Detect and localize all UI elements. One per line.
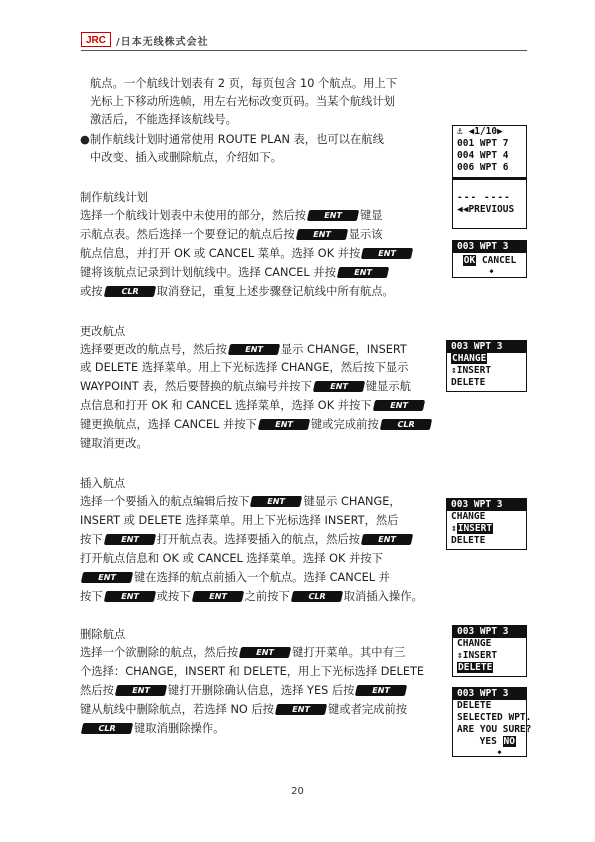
lcd-option: ⇕INSERT bbox=[451, 365, 492, 376]
lcd-previous: ◀◀PREVIOUS bbox=[457, 204, 515, 215]
lcd-title: 003 WPT 3 bbox=[453, 241, 526, 253]
lcd-blank-row: --- ---- bbox=[457, 192, 511, 203]
sec4-line-3: 然后按 ENT 键打开删除确认信息，选择 YES 后按 ENT bbox=[80, 682, 408, 700]
ent-key: ENT bbox=[361, 534, 413, 545]
ent-key: ENT bbox=[337, 267, 389, 278]
clr-key: CLR bbox=[291, 591, 343, 602]
lcd-ok-cancel bbox=[452, 240, 527, 278]
intro-line-1: 航点。一个航线计划表有 2 页，每页包含 10 个航点。用上下 bbox=[90, 77, 398, 90]
lcd-yes-no: YES NO bbox=[479, 736, 515, 747]
intro-line-3: 激活后，不能选择该航线号。 bbox=[90, 113, 237, 126]
lcd-option: CHANGE bbox=[452, 353, 487, 364]
ent-key: ENT bbox=[228, 344, 280, 355]
ent-key: ENT bbox=[355, 685, 407, 696]
lcd-title: 003 WPT 3 bbox=[447, 499, 526, 511]
page-number: 20 bbox=[291, 786, 304, 797]
updown-icon: ⇕ bbox=[457, 650, 463, 661]
sec1-line-2: 示航点表。然后选择一个要登记的航点后按 ENT 显示该 bbox=[80, 228, 383, 241]
lcd-menu-change bbox=[446, 340, 527, 392]
ent-key: ENT bbox=[115, 685, 167, 696]
sec3-line-1: 选择一个要插入的航点编辑后按下 ENT 键显示 CHANGE， bbox=[80, 495, 401, 508]
ent-key: ENT bbox=[372, 400, 424, 411]
lcd-message: SELECTED WPT. bbox=[457, 712, 532, 723]
header-rule bbox=[81, 50, 527, 51]
lcd-title: 003 WPT 3 bbox=[453, 688, 526, 700]
section-title-delete-waypoint: 删除航点 bbox=[80, 628, 126, 641]
lcd-waypoint-list bbox=[452, 125, 527, 229]
ent-key: ENT bbox=[307, 210, 359, 221]
intro-line-5: 中改变、插入或删除航点，介绍如下。 bbox=[90, 151, 283, 164]
lcd-options-row: OK CANCEL bbox=[463, 255, 517, 266]
ent-key: ENT bbox=[239, 647, 291, 658]
route-icon: ⚓ bbox=[457, 126, 463, 137]
lcd-option: ⇕INSERT bbox=[451, 523, 493, 534]
sec3-line-3: 按下 ENT 打开航点表。选择要插入的航点，然后按 ENT bbox=[80, 531, 414, 549]
ent-key: ENT bbox=[191, 591, 243, 602]
lcd-page-row: ⚓ ◀1/10▶ bbox=[457, 126, 503, 137]
lcd-title: 003 WPT 3 bbox=[447, 341, 526, 353]
lcd-list-item: 001 WPT 7 bbox=[457, 138, 509, 149]
lcd-option: DELETE bbox=[451, 377, 486, 388]
updown-icon: ⇕ bbox=[451, 365, 457, 376]
section-title-insert-waypoint: 插入航点 bbox=[80, 477, 126, 490]
lcd-list-item: 004 WPT 4 bbox=[457, 150, 509, 161]
lcd-title: 003 WPT 3 bbox=[453, 626, 526, 638]
ent-key: ENT bbox=[250, 496, 302, 507]
sec2-line-3: WAYPOINT 表，然后要替换的航点编号并按下 ENT 键显示航 bbox=[80, 380, 411, 393]
lcd-delete-confirm bbox=[452, 687, 532, 757]
sec1-line-4: 键将该航点记录到计划航线中。选择 CANCEL 并按 ENT bbox=[80, 264, 390, 282]
sec4-line-1: 选择一个欲删除的航点，然后按 ENT 键打开菜单。其中有三 bbox=[80, 646, 406, 659]
sec4-line-2: 个选择：CHANGE，INSERT 和 DELETE，用上下光标选择 DELETE bbox=[80, 665, 425, 678]
ent-key: ENT bbox=[258, 419, 310, 430]
lcd-option: ⇕INSERT bbox=[457, 650, 498, 661]
intro-line-2: 光标上下移动所选帧，用左右光标改变页码。当某个航线计划 bbox=[90, 95, 396, 108]
sec2-line-4: 点信息和打开 OK 和 CANCEL 选择菜单，选择 OK 并按下 ENT bbox=[80, 397, 426, 415]
ent-key: ENT bbox=[103, 591, 155, 602]
lcd-cursor-icon: ◆ bbox=[497, 748, 502, 756]
sec3-line-2: INSERT 或 DELETE 选择菜单。用上下光标选择 INSERT，然后 bbox=[80, 514, 399, 527]
lcd-option: DELETE bbox=[451, 535, 486, 546]
sec1-line-1: 选择一个航线计划表中未使用的部分，然后按 ENT 键显 bbox=[80, 209, 383, 222]
lcd-no-selected: NO bbox=[503, 736, 515, 747]
sec1-line-5: 或按 CLR 取消登记，重复上述步骤登记航线中所有航点。 bbox=[80, 285, 394, 298]
ent-key: ENT bbox=[275, 704, 327, 715]
sec4-line-4: 键从航线中删除航点，若选择 NO 后按 ENT 键或者完成前按 bbox=[80, 703, 408, 716]
sec3-line-6: 按下 ENT 或按下 ENT 之前按下 CLR 取消插入操作。 bbox=[80, 590, 423, 603]
sec3-line-5: ENT 键在选择的航点前插入一个航点。选择 CANCEL 并 bbox=[80, 569, 390, 587]
sec2-line-2: 或 DELETE 选择菜单。用上下光标选择 CHANGE，然后按下显示 bbox=[80, 361, 409, 374]
section-title-create-route: 制作航线计划 bbox=[80, 191, 148, 204]
lcd-menu-insert bbox=[446, 498, 527, 550]
ent-key: ENT bbox=[295, 229, 347, 240]
company-name: /日本无线株式会社 bbox=[116, 37, 209, 48]
sec4-line-5: CLR 键取消删除操作。 bbox=[80, 720, 224, 738]
clr-key: CLR bbox=[379, 419, 431, 430]
lcd-cursor-icon: ◆ bbox=[489, 267, 494, 275]
lcd-option: DELETE bbox=[458, 662, 493, 673]
sec2-line-5: 键更换航点，选择 CANCEL 并按下 ENT 键或完成前按 CLR bbox=[80, 416, 433, 434]
ent-key: ENT bbox=[81, 572, 133, 583]
sec1-line-3: 航点信息，并打开 OK 或 CANCEL 菜单。选择 OK 并按 ENT bbox=[80, 245, 414, 263]
updown-icon: ⇕ bbox=[451, 523, 457, 534]
lcd-ok-selected: OK bbox=[463, 255, 476, 266]
sec2-line-1: 选择要更改的航点号，然后按 ENT 显示 CHANGE，INSERT bbox=[80, 343, 407, 356]
lcd-divider bbox=[453, 177, 526, 192]
section-title-change-waypoint: 更改航点 bbox=[80, 325, 126, 338]
lcd-list-item: 006 WPT 6 bbox=[457, 162, 509, 173]
clr-key: CLR bbox=[103, 286, 155, 297]
lcd-option: CHANGE bbox=[451, 511, 486, 522]
sec3-line-4: 打开航点信息和 OK 或 CANCEL 选择菜单。选择 OK 并按下 bbox=[80, 552, 383, 565]
ent-key: ENT bbox=[313, 381, 365, 392]
intro-line-4: ●制作航线计划时通常使用 ROUTE PLAN 表，也可以在航线 bbox=[80, 133, 384, 146]
lcd-option: CHANGE bbox=[457, 638, 492, 649]
ent-key: ENT bbox=[361, 248, 413, 259]
sec2-line-6: 键取消更改。 bbox=[80, 437, 148, 450]
lcd-message: DELETE bbox=[457, 700, 492, 711]
lcd-menu-delete bbox=[452, 625, 527, 677]
jrc-logo: JRC bbox=[81, 32, 111, 47]
ent-key: ENT bbox=[103, 534, 155, 545]
lcd-message: ARE YOU SURE? bbox=[457, 724, 532, 735]
clr-key: CLR bbox=[81, 723, 133, 734]
